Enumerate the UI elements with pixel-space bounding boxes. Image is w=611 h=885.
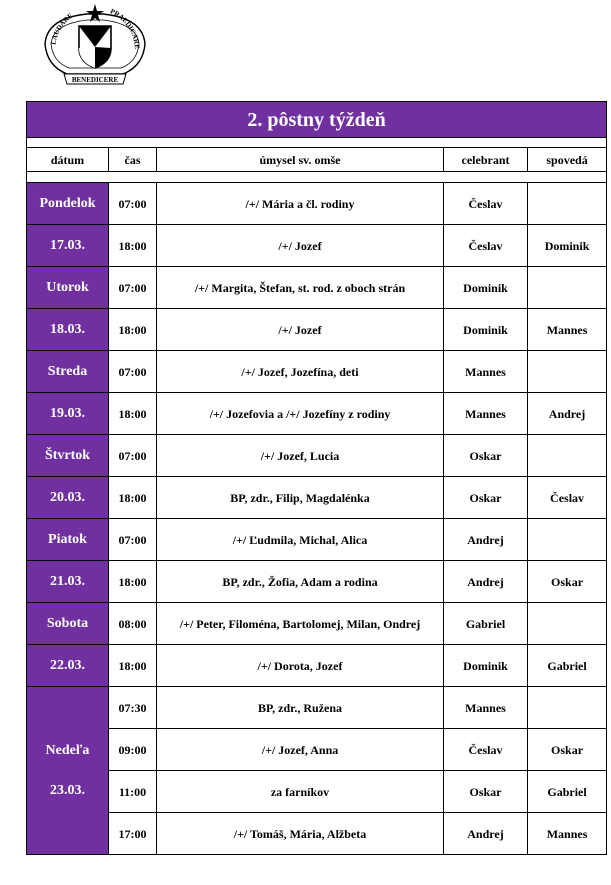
mass-time: 08:00	[109, 603, 157, 645]
day-date: 17.03.	[27, 225, 109, 267]
mass-intention: /+/ Dorota, Jozef	[157, 645, 444, 687]
mass-celebrant: Andrej	[444, 519, 528, 561]
header-date: dátum	[27, 148, 109, 172]
mass-confessor	[528, 603, 607, 645]
mass-time: 07:00	[109, 435, 157, 477]
day-name: Piatok	[27, 519, 109, 561]
mass-time: 18:00	[109, 477, 157, 519]
mass-row	[27, 435, 607, 477]
mass-row	[27, 729, 607, 771]
mass-intention: /+/ Jozef, Lucia	[157, 435, 444, 477]
mass-time: 18:00	[109, 645, 157, 687]
mass-intention: /+/ Mária a čl. rodiny	[157, 183, 444, 225]
mass-confessor	[528, 687, 607, 729]
day-name: Nedeľa	[45, 742, 90, 758]
mass-row	[27, 351, 607, 393]
mass-time: 17:00	[109, 813, 157, 855]
mass-intention: /+/ Jozef	[157, 309, 444, 351]
mass-confessor: Mannes	[528, 309, 607, 351]
day-name: Pondelok	[27, 183, 109, 225]
mass-time: 18:00	[109, 561, 157, 603]
mass-intention: /+/ Jozef, Jozefína, deti	[157, 351, 444, 393]
mass-confessor	[528, 183, 607, 225]
mass-confessor: Andrej	[528, 393, 607, 435]
mass-row	[27, 267, 607, 309]
mass-celebrant: Česlav	[444, 225, 528, 267]
day-date: 22.03.	[27, 645, 109, 687]
mass-row	[27, 309, 607, 351]
mass-celebrant: Gabriel	[444, 603, 528, 645]
header-celebrant: celebrant	[444, 148, 528, 172]
mass-intention: BP, zdr., Filip, Magdalénka	[157, 477, 444, 519]
mass-row	[27, 771, 607, 813]
dominican-seal-logo	[37, 4, 153, 88]
day-date: 18.03.	[27, 309, 109, 351]
mass-time: 18:00	[109, 225, 157, 267]
mass-time: 07:00	[109, 267, 157, 309]
mass-confessor: Česlav	[528, 477, 607, 519]
mass-celebrant: Dominik	[444, 645, 528, 687]
mass-time: 09:00	[109, 729, 157, 771]
day-date: 19.03.	[27, 393, 109, 435]
mass-row	[27, 477, 607, 519]
mass-intention: /+/ Jozef, Anna	[157, 729, 444, 771]
mass-celebrant: Oskar	[444, 435, 528, 477]
mass-confessor: Gabriel	[528, 645, 607, 687]
mass-celebrant: Mannes	[444, 687, 528, 729]
day-name: Štvrtok	[27, 435, 109, 477]
mass-confessor	[528, 267, 607, 309]
mass-intention: /+/ Jozef	[157, 225, 444, 267]
mass-celebrant: Mannes	[444, 393, 528, 435]
mass-intention: za farníkov	[157, 771, 444, 813]
mass-celebrant: Mannes	[444, 351, 528, 393]
seal-text-laudare: LAUDARE	[49, 11, 75, 46]
seal-text-benedicere: BENEDICERE	[71, 76, 119, 84]
header-intention: úmysel sv. omše	[157, 148, 444, 172]
day-name: Streda	[27, 351, 109, 393]
mass-celebrant: Dominik	[444, 267, 528, 309]
mass-confessor	[528, 435, 607, 477]
mass-time: 07:00	[109, 351, 157, 393]
spacer-row	[27, 138, 607, 148]
day-date: 21.03.	[27, 561, 109, 603]
mass-confessor: Oskar	[528, 729, 607, 771]
header-confessor: spovedá	[528, 148, 607, 172]
day-date: 23.03.	[50, 782, 85, 798]
mass-time: 07:00	[109, 183, 157, 225]
mass-confessor	[528, 351, 607, 393]
mass-intention: BP, zdr., Žofia, Adam a rodina	[157, 561, 444, 603]
day-name: Sobota	[27, 603, 109, 645]
mass-row	[27, 183, 607, 225]
mass-time: 11:00	[109, 771, 157, 813]
mass-confessor: Mannes	[528, 813, 607, 855]
mass-celebrant: Oskar	[444, 771, 528, 813]
mass-intention: /+/ Margita, Štefan, st. rod. z oboch strán	[157, 267, 444, 309]
mass-row	[27, 393, 607, 435]
mass-row	[27, 519, 607, 561]
mass-row	[27, 225, 607, 267]
mass-celebrant: Česlav	[444, 183, 528, 225]
mass-confessor: Gabriel	[528, 771, 607, 813]
mass-row	[27, 687, 607, 729]
mass-time: 07:00	[109, 519, 157, 561]
seal-text-praedicare: PRAEDICARE	[108, 7, 142, 50]
day-cell	[27, 687, 109, 855]
mass-schedule-table	[26, 101, 607, 855]
mass-celebrant: Dominik	[444, 309, 528, 351]
mass-celebrant: Andrej	[444, 561, 528, 603]
mass-time: 18:00	[109, 309, 157, 351]
mass-celebrant: Andrej	[444, 813, 528, 855]
mass-confessor	[528, 519, 607, 561]
mass-time: 18:00	[109, 393, 157, 435]
mass-row	[27, 561, 607, 603]
mass-row	[27, 813, 607, 855]
mass-intention: /+/ Tomáš, Mária, Alžbeta	[157, 813, 444, 855]
day-date: 20.03.	[27, 477, 109, 519]
mass-celebrant: Oskar	[444, 477, 528, 519]
mass-confessor: Dominik	[528, 225, 607, 267]
mass-intention: /+/ Peter, Filoména, Bartolomej, Milan, Ondrej	[157, 603, 444, 645]
mass-intention: /+/ Jozefovia a /+/ Jozefíny z rodiny	[157, 393, 444, 435]
mass-row	[27, 645, 607, 687]
header-time: čas	[109, 148, 157, 172]
mass-time: 07:30	[109, 687, 157, 729]
mass-intention: BP, zdr., Ružena	[157, 687, 444, 729]
mass-celebrant: Česlav	[444, 729, 528, 771]
schedule-title: 2. pôstny týždeň	[27, 102, 607, 138]
mass-confessor: Oskar	[528, 561, 607, 603]
mass-row	[27, 603, 607, 645]
day-name: Utorok	[27, 267, 109, 309]
mass-intention: /+/ Ľudmila, Michal, Alica	[157, 519, 444, 561]
blank-row	[27, 172, 607, 183]
